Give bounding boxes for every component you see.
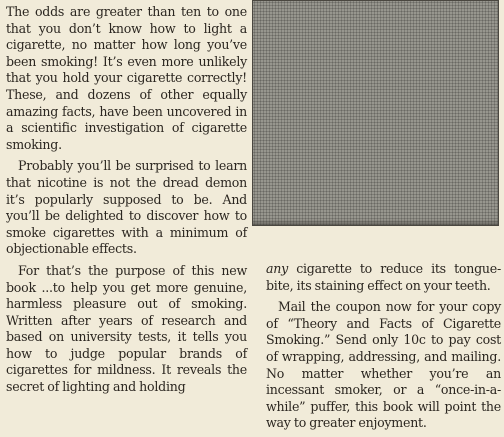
paragraph-intro: The odds are greater than ten to one that you don’t know how to light a cigarette, no matter how long you’ve been smoking! It’s even more unlikely that you hold your cigarette correctly! These, and dozens of other equally amazing facts, have been uncovered in a scientific investigation of cigarette smoking. [6,4,247,152]
paragraph-book-purpose: For that’s the purpose of this new book ...to help you get more genuine, harmless pleasure out of smoking. Written after years of research and based on university tests, it tells you how to judge popular brands of cigarettes for mildness. It reveals the secret of lighting and holding [6,262,247,395]
paragraph-mail-coupon: Mail the coupon now for your copy of “Theory and Facts of Cigarette Smoking.” Send only 10c to pay cost of wrapping, addressing, and mailing. No matter whether you’re an incessant smoker, or a “once-in-a-while” puffer, this book will point the way to greater enjoyment. [266,299,501,431]
left-text-column [6,4,247,401]
paragraph-nicotine: Probably you’ll be surprised to learn that nicotine is not the dread demon it’s popularly supposed to be. And you’ll be delighted to discover how to smoke cigarettes with a minimum of objectionable effects. [6,158,247,257]
right-text-column [266,261,501,437]
emphasis-any: any [266,261,288,276]
paragraph-continuation [266,261,501,294]
halftone-photo [252,0,499,226]
continuation-text: cigarette to reduce its tongue-bite, its staining effect on your teeth. [266,261,501,293]
